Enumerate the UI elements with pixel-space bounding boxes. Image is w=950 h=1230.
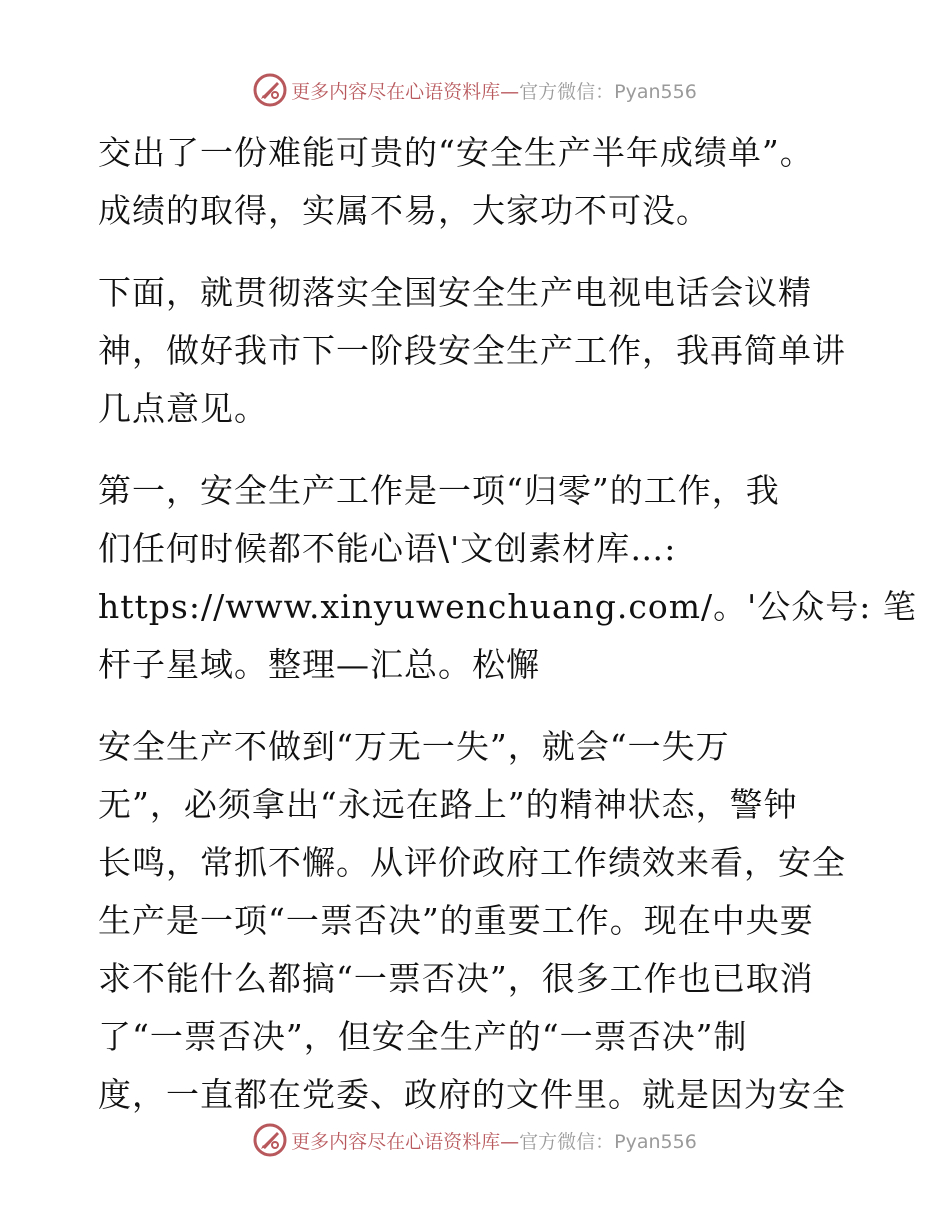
footer-wechat-text: 官方微信：Pyan556 <box>519 1130 697 1153</box>
paragraph-line: https://www.xinyuwenchuang.com/。'公众号: 笔 <box>98 587 917 626</box>
paragraph-line: 安全生产不做到“万无一失”，就会“一失万 <box>98 727 730 766</box>
header-banner-text <box>291 77 697 104</box>
header-wechat-text: 官方微信：Pyan556 <box>519 80 697 103</box>
header-library-text: 更多内容尽在心语资料库 <box>291 80 501 103</box>
header-banner <box>0 70 950 110</box>
paragraph-line: 神，做好我市下一阶段安全生产工作，我再简单讲 <box>98 331 846 370</box>
paragraph-2 <box>98 264 858 438</box>
document-body <box>98 124 917 1142</box>
paragraph-line: 无”，必须拿出“永远在路上”的精神状态，警钟 <box>98 785 798 824</box>
paragraph-line: 生产是一项“一票否决”的重要工作。现在中央要 <box>98 901 814 940</box>
paragraph-line: 们任何时候都不能心语\'文创素材库…: <box>98 529 677 568</box>
paragraph-line: 成绩的取得，实属不易，大家功不可没。 <box>98 191 710 230</box>
footer-banner <box>0 1120 950 1160</box>
quill-logo-icon <box>253 73 287 107</box>
paragraph-3 <box>98 462 917 694</box>
paragraph-4 <box>98 718 858 1124</box>
paragraph-1 <box>98 124 858 240</box>
paragraph-line: 交出了一份难能可贵的“安全生产半年成绩单”。 <box>98 133 814 172</box>
footer-banner-text <box>291 1127 697 1154</box>
paragraph-line: 长鸣，常抓不懈。从评价政府工作绩效来看，安全 <box>98 843 846 882</box>
footer-library-text: 更多内容尽在心语资料库 <box>291 1130 501 1153</box>
paragraph-line: 第一，安全生产工作是一项“归零”的工作，我 <box>98 471 780 510</box>
paragraph-line: 杆子星域。整理—汇总。松懈 <box>98 645 540 684</box>
footer-dash: — <box>500 1130 520 1153</box>
paragraph-line: 下面，就贯彻落实全国安全生产电视电话会议精 <box>98 273 812 312</box>
paragraph-line: 度，一直都在党委、政府的文件里。就是因为安全 <box>98 1075 846 1114</box>
header-dash: — <box>500 80 520 103</box>
paragraph-line: 了“一票否决”，但安全生产的“一票否决”制 <box>98 1017 748 1056</box>
paragraph-line: 几点意见。 <box>98 389 268 428</box>
paragraph-line: 求不能什么都搞“一票否决”，很多工作也已取消 <box>98 959 814 998</box>
quill-logo-icon <box>253 1123 287 1157</box>
